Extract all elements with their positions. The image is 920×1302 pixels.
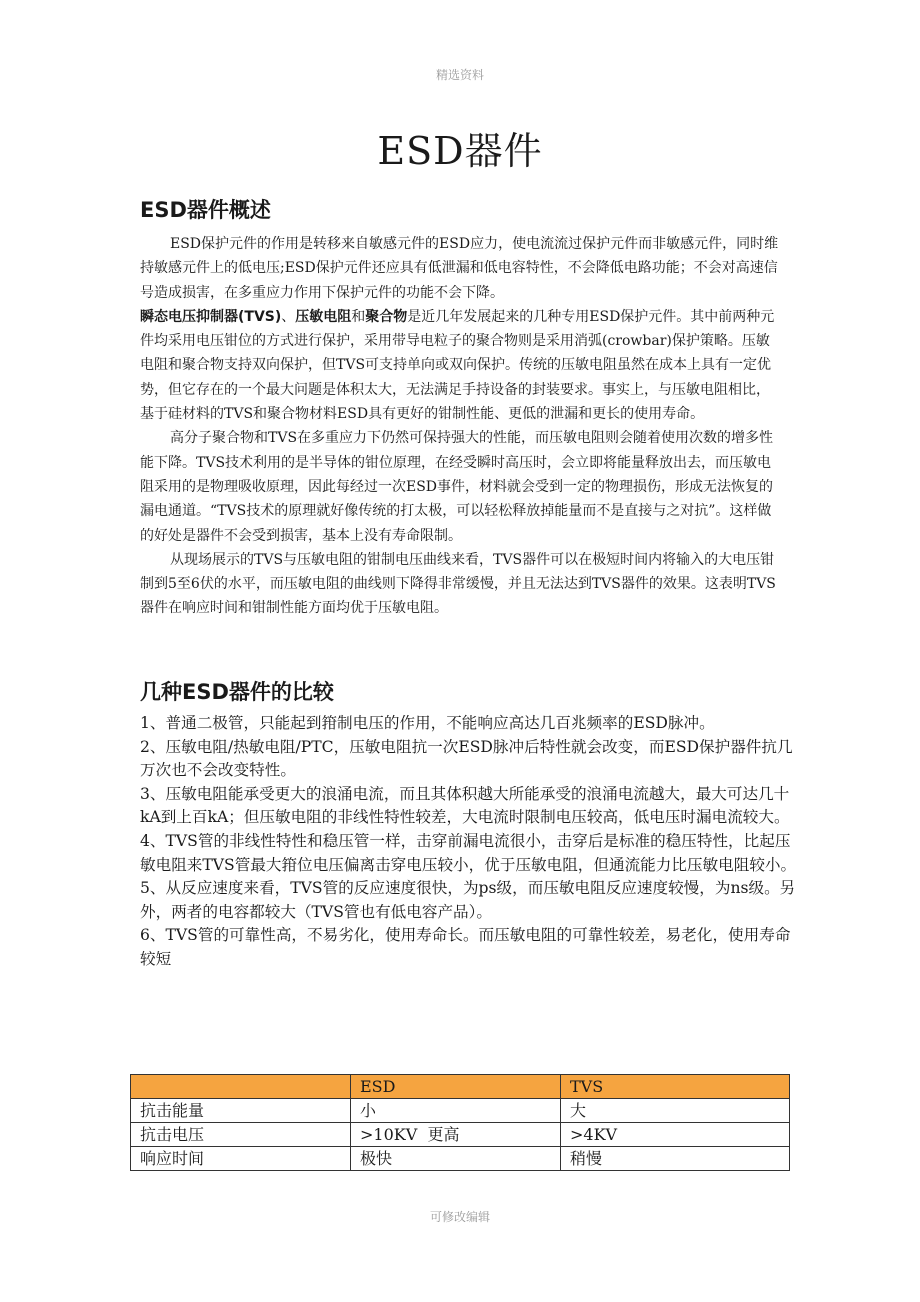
overview-paragraph-2-text: 是近几年发展起来的几种专用ESD保护元件。其中前两种元件均采用电压钳位的方式进行保护，采用带导电粒子的聚合物则是采用消弧(crowbar)保护策略。压敏电阻和聚合物支持双向保护，但TVS可支持单向或双向保护。传统的压敏电阻虽然在成本上具有一定优势，但它存在的一个最大问题是体积太大，无法满足手持设备的封装要求。事实上，与压敏电阻相比，基于硅材料的TVS和聚合物材料ESD具有更好的钳制性能、更低的泄漏和更长的使用寿命。 <box>140 308 775 423</box>
term-varistor: 压敏电阻 <box>295 308 352 325</box>
comparison-list <box>140 712 800 972</box>
table-cell: 响应时间 <box>131 1147 351 1171</box>
overview-paragraph-2 <box>140 305 782 426</box>
table-row <box>131 1123 790 1147</box>
table-row <box>131 1147 790 1171</box>
table-cell: 小 <box>351 1099 561 1123</box>
table-header-cell <box>131 1075 351 1099</box>
table-header-cell: TVS <box>561 1075 790 1099</box>
table-header-row <box>131 1075 790 1099</box>
overview-section <box>140 232 782 621</box>
table-cell: 极快 <box>351 1147 561 1171</box>
comparison-item: 2、压敏电阻/热敏电阻/PTC，压敏电阻抗一次ESD脉冲后特性就会改变，而ESD保护器件抗几万次也不会改变特性。 <box>140 737 793 780</box>
comparison-item: 4、TVS管的非线性特性和稳压管一样，击穿前漏电流很小，击穿后是标准的稳压特性，比起压敏电阻来TVS管最大箝位电压偏离击穿电压较小，优于压敏电阻，但通流能力比压敏电阻较小。 <box>140 831 797 874</box>
header-watermark: 精选资料 <box>435 68 484 82</box>
comparison-item: 6、TVS管的可靠性高，不易劣化，使用寿命长。而压敏电阻的可靠性较差，易老化，使用寿命较短 <box>140 926 791 968</box>
overview-paragraph-1: ESD保护元件的作用是转移来自敏感元件的ESD应力，使电流流过保护元件而非敏感元件，同时维持敏感元件上的低电压;ESD保护元件还应具有低泄漏和低电容特性，不会降低电路功能；不会对高速信号造成损害，在多重应力作用下保护元件的功能不会下降。 <box>140 236 779 301</box>
table-header-cell: ESD <box>351 1075 561 1099</box>
comparison-item: 1、普通二极管，只能起到箝制电压的作用，不能响应高达几百兆频率的ESD脉冲。 <box>140 714 715 732</box>
table-cell: 抗击电压 <box>131 1123 351 1147</box>
comparison-item: 5、从反应速度来看，TVS管的反应速度很快，为ps级，而压敏电阻反应速度较慢，为ns级。另外，两者的电容都较大（TVS管也有低电容产品）。 <box>140 879 796 921</box>
overview-paragraph-3: 高分子聚合物和TVS在多重应力下仍然可保持强大的性能，而压敏电阻则会随着使用次数的增多性能下降。TVS技术利用的是半导体的钳位原理，在经受瞬时高压时，会立即将能量释放出去，而压敏电阻采用的是物理吸收原理，因此每经过一次ESD事件，材料就会受到一定的物理损伤，形成无法恢复的漏电通道。“TVS技术的原理就好像传统的打太极，可以轻松释放掉能量而不是直接与之对抗”。这样做的好处是器件不会受到损害，基本上没有寿命限制。 <box>140 430 774 544</box>
separator: 、 <box>281 308 296 325</box>
document-title: ESD器件 <box>377 129 543 173</box>
comparison-table <box>130 1074 790 1171</box>
term-tvs: 瞬态电压抑制器(TVS) <box>140 308 282 325</box>
section-heading-comparison: 几种ESD器件的比较 <box>140 680 334 704</box>
comparison-item: 3、压敏电阻能承受更大的浪涌电流，而且其体积越大所能承受的浪涌电流越大，最大可达几十kA到上百kA；但压敏电阻的非线性特性较差，大电流时限制电压较高，低电压时漏电流较大。 <box>140 784 790 827</box>
table-row <box>131 1099 790 1123</box>
table-cell: 稍慢 <box>561 1147 790 1171</box>
separator: 和 <box>351 308 366 325</box>
section-heading-overview: ESD器件概述 <box>140 198 271 222</box>
table-cell: 抗击能量 <box>131 1099 351 1123</box>
overview-paragraph-4: 从现场展示的TVS与压敏电阻的钳制电压曲线来看，TVS器件可以在极短时间内将输入的大电压钳制到5至6伏的水平，而压敏电阻的曲线则下降得非常缓慢，并且无法达到TVS器件的效果。这表明TVS器件在响应时间和钳制性能方面均优于压敏电阻。 <box>140 551 776 617</box>
footer-watermark: 可修改编辑 <box>429 1210 490 1224</box>
table-cell: 大 <box>561 1099 790 1123</box>
term-polymer: 聚合物 <box>365 308 408 325</box>
table-cell: >10KV 更高 <box>351 1123 561 1147</box>
table-cell: >4KV <box>561 1123 790 1147</box>
